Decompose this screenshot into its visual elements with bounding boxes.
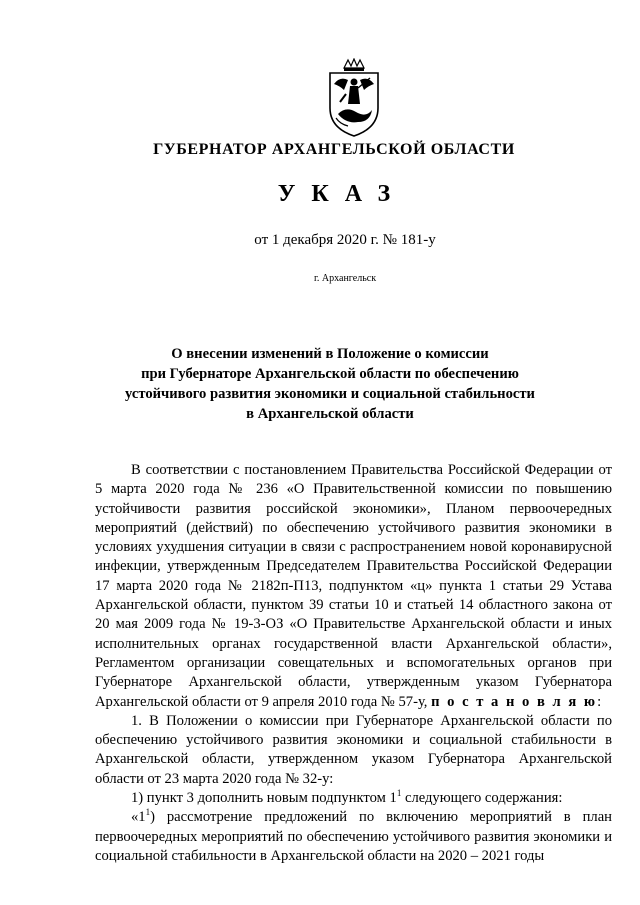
coat-of-arms-icon (322, 58, 386, 138)
city-name: г. Архангельск (313, 273, 377, 284)
item-1-paragraph: 1. В Положении о комиссии при Губернаторе Архангельской области по обеспечению устойчивого развития экономики и социальной стабильности в Архангельской области, утвержденном указом Губернатора Архангельской области от 23 марта 2020 года № 32-у: (95, 712, 612, 787)
document-body (95, 461, 612, 866)
quote-open: «1 (131, 809, 146, 826)
document-subject (95, 344, 565, 424)
subject-line: при Губернаторе Архангельской области по обеспечению (141, 366, 519, 382)
document-type: УКАЗ (277, 181, 407, 207)
subitem-1-paragraph (95, 789, 612, 808)
preamble-text: В соответствии с постановлением Правительства Российской Федерации от 5 марта 2020 года № 236 «О Правительственной комиссии по повышению устойчивости развития российской экономики», Планом первоочередных мероприятий (действий) по обеспечению устойчивого развития экономики в условиях ухудшения ситуации в связи с распространением новой коронавирусной инфекции, утвержденным Председателем Правительства Российской Федерации 17 марта 2020 года № 2182п-П13, подпунктом «ц» пункта 1 статьи 29 Устава Архангельской области, пунктом 39 статьи 10 и статьей 14 областного закона от 20 мая 2009 года № 19-3-ОЗ «О Правительстве Архангельской области и иных исполнительных органах государственной власти Архангельской области», Регламентом организации совещательных и вспомогательных органов при Губернаторе Архангельской области, утвержденным указом Губернатора Архангельской области от 9 апреля 2010 года № 57-у, (95, 462, 612, 710)
subitem-1-start: 1) пункт 3 дополнить новым подпунктом 1 (131, 790, 397, 807)
quoted-paragraph (95, 808, 612, 866)
decree-word: п о с т а н о в л я ю (431, 693, 598, 710)
preamble-paragraph (95, 461, 612, 712)
subject-line: устойчивого развития экономики и социальной стабильности (125, 386, 535, 402)
quote-text: ) рассмотрение предложений по включению мероприятий в план первоочередных мероприятий по обеспечению устойчивого развития экономики и социальной стабильности в Архангельской области на 2020 – 2021 годы (95, 809, 612, 864)
subitem-1-sup: 1 (396, 788, 402, 799)
subject-line: в Архангельской области (246, 406, 414, 422)
subitem-1-end: следующего содержания: (401, 790, 563, 807)
decree-colon: : (597, 693, 602, 710)
authority-title: ГУБЕРНАТОР АРХАНГЕЛЬСКОЙ ОБЛАСТИ (153, 141, 515, 158)
subject-line: О внесении изменений в Положение о комиссии (171, 346, 489, 362)
date-and-number: от 1 декабря 2020 г. № 181-у (254, 232, 436, 248)
quote-sup: 1 (145, 807, 151, 818)
